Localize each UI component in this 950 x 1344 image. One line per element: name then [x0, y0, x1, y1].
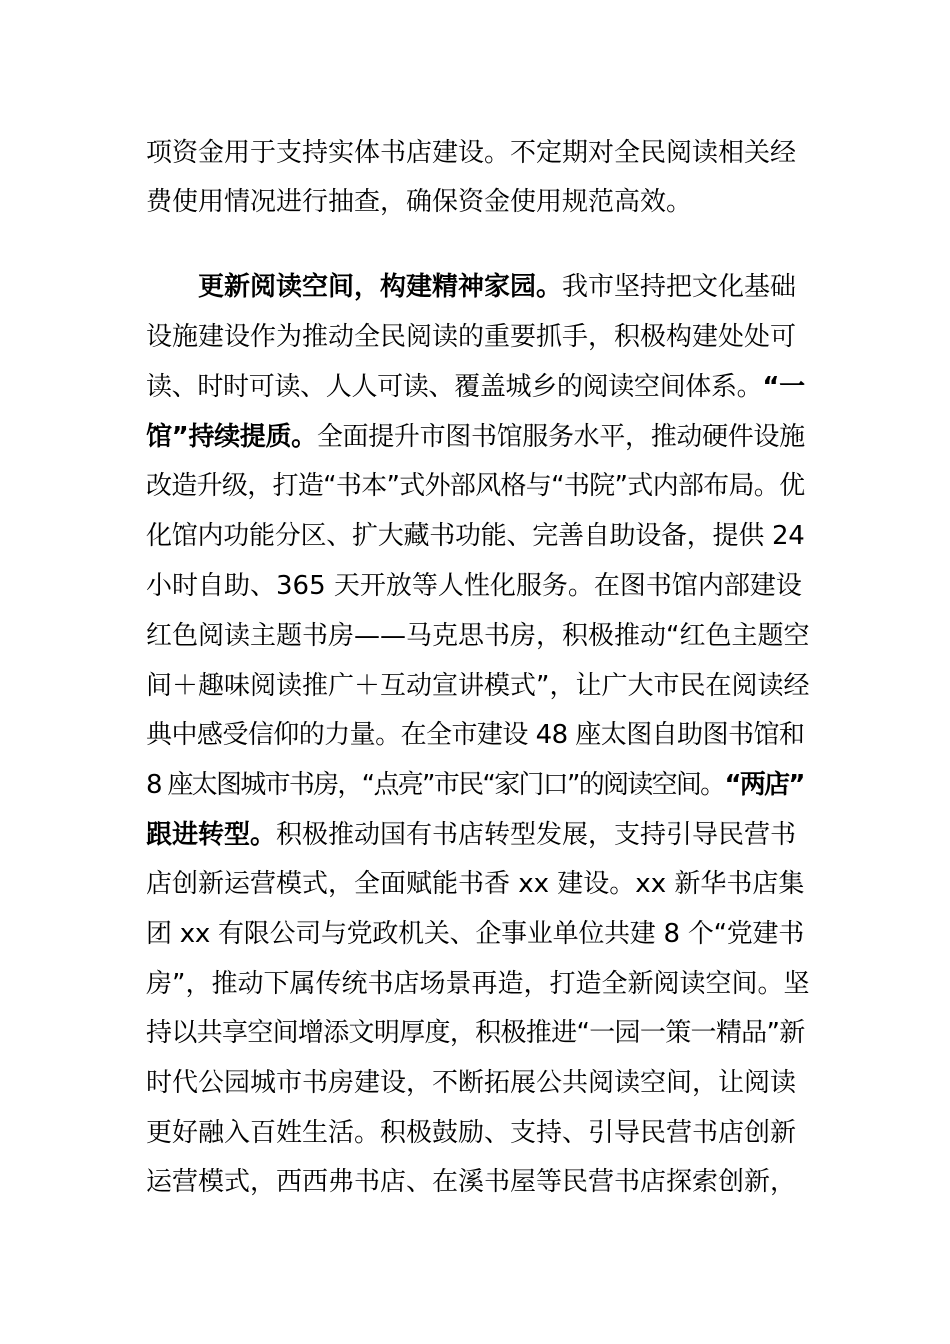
paragraph-2-line-2: 设施建设作为推动全民阅读的重要抓手，积极构建处处可	[146, 322, 797, 352]
paragraph-2-line-11	[146, 765, 810, 805]
paragraph-2-line-6: 化馆内功能分区、扩大藏书功能、完善自助设备，提供 24	[146, 521, 805, 551]
paragraph-1-line-1: 项资金用于支持实体书店建设。不定期对全民阅读相关经	[146, 138, 797, 168]
paragraph-2-line-4	[146, 417, 810, 457]
paragraph-text: 读、时时可读、人人可读、覆盖城乡的阅读空间体系。	[146, 372, 763, 402]
paragraph-text: 全面提升市图书馆服务水平，推动硬件设施	[316, 422, 805, 452]
paragraph-text: 积极推动国有书店转型发展，支持引导民营书	[276, 820, 797, 850]
paragraph-2-line-15: 房”，推动下属传统书店场景再造，打造全新阅读空间。坚	[146, 969, 810, 999]
paragraph-2-line-18: 更好融入百姓生活。积极鼓励、支持、引导民营书店创新	[146, 1118, 797, 1148]
section-heading: 更新阅读空间，构建精神家园。	[198, 272, 563, 302]
paragraph-2-line-14: 团 xx 有限公司与党政机关、企事业单位共建 8 个“党建书	[146, 919, 804, 949]
paragraph-2-line-12	[146, 815, 810, 855]
paragraph-2-line-7: 小时自助、365 天开放等人性化服务。在图书馆内部建设	[146, 571, 802, 601]
paragraph-text: 我市坚持把文化基础	[562, 272, 797, 302]
paragraph-text: 8 座太图城市书房，“点亮”市民“家门口”的阅读空间。	[146, 770, 725, 800]
subheading-fragment: “一	[762, 372, 805, 402]
paragraph-2-line-13: 店创新运营模式，全面赋能书香 xx 建设。xx 新华书店集	[146, 869, 805, 899]
subheading: 馆”持续提质。	[146, 422, 317, 452]
subheading-fragment: “两店”	[724, 770, 804, 800]
paragraph-2-line-10: 典中感受信仰的力量。在全市建设 48 座太图自助图书馆和	[146, 720, 805, 750]
paragraph-2-line-16: 持以共享空间增添文明厚度，积极推进“一园一策一精品”新	[146, 1018, 805, 1048]
paragraph-2-line-17: 时代公园城市书房建设，不断拓展公共阅读空间，让阅读	[146, 1068, 797, 1098]
paragraph-1-line-2: 费使用情况进行抽查，确保资金使用规范高效。	[146, 187, 693, 217]
subheading: 跟进转型。	[146, 820, 277, 850]
paragraph-2-line-1	[198, 267, 810, 307]
paragraph-2-line-9: 间＋趣味阅读推广＋互动宣讲模式”，让广大市民在阅读经	[146, 671, 810, 701]
paragraph-2-line-5: 改造升级，打造“书本”式外部风格与“书院”式内部布局。优	[146, 471, 805, 501]
paragraph-2-line-3	[146, 367, 810, 407]
paragraph-2-line-19: 运营模式，西西弗书店、在溪书屋等民营书店探索创新，	[146, 1167, 797, 1197]
paragraph-2-line-8: 红色阅读主题书房——马克思书房，积极推动“红色主题空	[146, 621, 810, 651]
